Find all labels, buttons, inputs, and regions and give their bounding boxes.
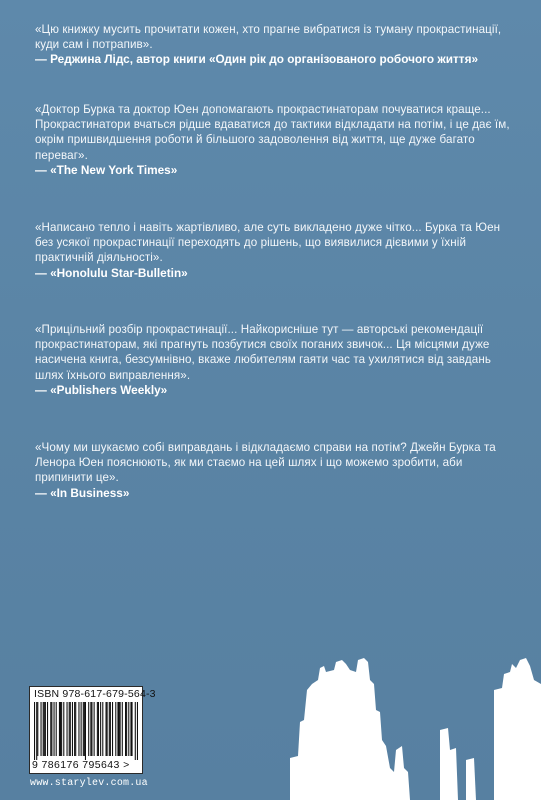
barcode-bar bbox=[75, 702, 76, 756]
barcode-bar bbox=[109, 702, 110, 756]
barcode-bar bbox=[51, 702, 52, 756]
isbn-number: ISBN 978-617-679-564-3 bbox=[34, 688, 156, 700]
barcode-bar bbox=[107, 702, 108, 756]
barcode-bar bbox=[102, 702, 103, 756]
barcode-bar bbox=[126, 702, 127, 756]
quote-block bbox=[35, 322, 515, 398]
barcode-bar bbox=[98, 702, 99, 756]
barcode-bar bbox=[63, 702, 64, 756]
isbn-barcode bbox=[29, 686, 156, 774]
barcode-bar bbox=[90, 702, 91, 756]
barcode-bar bbox=[112, 702, 113, 756]
barcode-bar bbox=[117, 702, 118, 756]
barcode-bar bbox=[37, 702, 38, 756]
quote-text: «Цю книжку мусить прочитати кожен, хто прагне вибратися із туману прокрастинації, куди сам і потрапив». bbox=[35, 23, 502, 52]
barcode-bar bbox=[70, 702, 71, 756]
barcode-bar bbox=[74, 702, 75, 756]
barcode-bar bbox=[36, 702, 37, 760]
quote-source: — «Honolulu Star-Bulletin» bbox=[35, 265, 188, 280]
barcode-bar bbox=[119, 702, 120, 756]
barcode-bar bbox=[115, 702, 116, 756]
barcode-bar bbox=[106, 702, 107, 756]
barcode-bar bbox=[85, 702, 86, 760]
quote-source: — «In Business» bbox=[35, 485, 130, 500]
barcode-bar bbox=[44, 702, 45, 756]
quote-source: — Реджина Лідс, автор книги «Один рік до організованого робочого життя» bbox=[35, 52, 479, 67]
barcode-bar bbox=[100, 702, 101, 756]
barcode-bar bbox=[45, 702, 46, 756]
quote-text: «Доктор Бурка та доктор Юен допомагають прокрастинаторам почуватися краще... Прокрастинатори вчаться рідше вдаватися до тактики відкладати на потім, і це дає їм, окрім пришвидшення роботи й більшого задоволення від життя, ще дуже багато переваг». bbox=[35, 103, 510, 162]
quote-block bbox=[35, 440, 515, 501]
barcode-bar bbox=[72, 702, 73, 756]
publisher-website: www.starylev.com.ua bbox=[30, 778, 148, 789]
barcode-bar bbox=[83, 702, 84, 756]
barcode-bar bbox=[130, 702, 131, 756]
barcode-bar bbox=[54, 702, 55, 756]
barcode-bar bbox=[110, 702, 111, 756]
barcode-bar bbox=[120, 702, 121, 756]
barcode-bar bbox=[88, 702, 89, 756]
barcode-bar bbox=[97, 702, 98, 756]
barcode-bar bbox=[132, 702, 133, 756]
barcode-bar bbox=[59, 702, 60, 756]
barcode-bar bbox=[50, 702, 51, 756]
barcode-bar bbox=[137, 702, 138, 760]
city-skyline-illustration bbox=[290, 650, 541, 800]
quote-source: — «Publishers Weekly» bbox=[35, 382, 168, 397]
barcode-bar bbox=[60, 702, 61, 756]
barcode-digits: 9 786176 795643 > bbox=[32, 759, 130, 771]
quote-text: «Прицільний розбір прокрастинації... Найкорисніше тут — авторські рекомендації прокрастинаторам, які прагнуть позбутися своїх поганих звичок... Ця місцями дуже насичена книга, безсумнівно, вкаже любителям гаяти час та ухилятися від завдань шлях їхнього виправлення». bbox=[35, 323, 491, 382]
barcode-bar bbox=[84, 702, 85, 756]
quote-source: — «The New York Times» bbox=[35, 162, 178, 177]
barcode-bar bbox=[56, 702, 57, 756]
barcode-bar bbox=[135, 702, 136, 760]
barcode-bar bbox=[43, 702, 44, 756]
barcode-bar bbox=[94, 702, 95, 756]
barcode-bar bbox=[47, 702, 48, 756]
quote-text: «Чому ми шукаємо собі виправдань і відкладаємо справи на потім? Джейн Бурка та Ленора Юен пояснюють, як ми стаємо на цей шлях і що можемо зробити, аби припинити це». bbox=[35, 441, 496, 485]
quote-text: «Написано тепло і навіть жартівливо, але суть викладено дуже чітко... Бурка та Юен без усякої прокрастинації переходять до рішень, що виявилися дієвими у їхній практичній діяльності». bbox=[35, 221, 501, 265]
barcode-bar bbox=[41, 702, 42, 756]
barcode-bar bbox=[91, 702, 92, 756]
quote-block bbox=[35, 22, 515, 68]
barcode-bar bbox=[128, 702, 129, 756]
barcode-bar bbox=[125, 702, 126, 756]
barcode-bar bbox=[81, 702, 82, 756]
quote-block bbox=[35, 220, 515, 281]
barcode-bar bbox=[34, 702, 35, 760]
barcode-bars bbox=[34, 702, 138, 760]
barcode-bar bbox=[69, 702, 70, 756]
quote-block bbox=[35, 102, 515, 178]
barcode-bar bbox=[67, 702, 68, 756]
barcode-bar bbox=[61, 702, 62, 756]
barcode-bar bbox=[122, 702, 123, 756]
barcode-bar bbox=[78, 702, 79, 756]
